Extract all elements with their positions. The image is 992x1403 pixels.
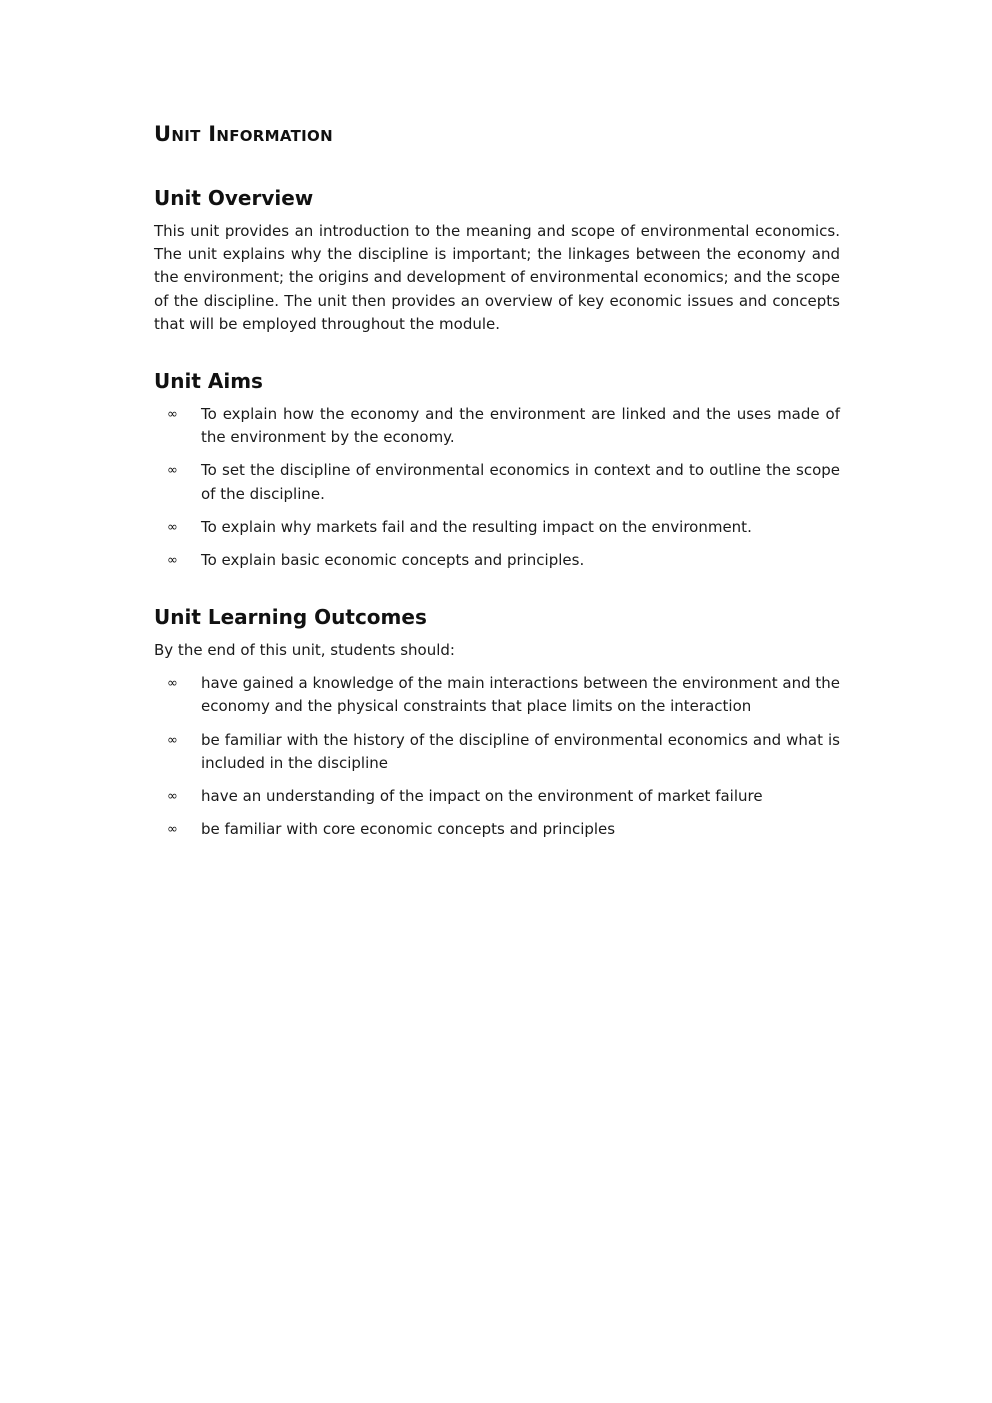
list-item-text: have an understanding of the impact on the environment of market failure: [201, 787, 763, 806]
list-item-text: To explain why markets fail and the resulting impact on the environment.: [201, 517, 752, 536]
aims-list: [154, 403, 840, 572]
overview-paragraph: This unit provides an introduction to the meaning and scope of environmental economics. The unit explains why the discipline is important; the linkages between the economy and the environment; the origins and development of environmental economics; and the scope of the discipline. The unit then provides an overview of key economic issues and concepts that will be employed throughout the module.: [154, 222, 840, 333]
infinity-icon: ∞: [167, 732, 178, 748]
outcomes-intro: By the end of this unit, students should:: [154, 641, 455, 659]
list-item-text: have gained a knowledge of the main interactions between the environment and the economy and the physical constraints that place limits on the interaction: [201, 674, 840, 716]
infinity-icon: ∞: [167, 463, 178, 479]
infinity-icon: ∞: [167, 407, 178, 422]
list-item: [154, 818, 840, 841]
infinity-icon: ∞: [167, 553, 178, 569]
list-item: [154, 516, 840, 539]
list-item: [154, 785, 840, 808]
page-title: Unit Information: [154, 122, 333, 146]
infinity-icon: ∞: [167, 519, 178, 535]
outcomes-heading: Unit Learning Outcomes: [154, 605, 427, 629]
list-item: [154, 549, 840, 572]
outcomes-section: [154, 605, 840, 851]
overview-heading: Unit Overview: [154, 186, 314, 210]
infinity-icon: ∞: [167, 676, 178, 692]
list-item-text: To explain how the economy and the environment are linked and the uses made of the environment by the economy.: [201, 405, 840, 447]
list-item-text: To set the discipline of environmental economics in context and to outline the scope of the discipline.: [201, 461, 840, 503]
list-item: [154, 729, 840, 775]
infinity-icon: ∞: [167, 822, 178, 838]
list-item: [154, 403, 840, 449]
infinity-icon: ∞: [167, 789, 178, 805]
aims-section: [154, 369, 840, 582]
list-item-text: be familiar with the history of the discipline of environmental economics and what is included in the discipline: [201, 730, 840, 772]
list-item: [154, 672, 840, 718]
list-item: [154, 459, 840, 505]
aims-heading: Unit Aims: [154, 369, 263, 393]
overview-section: [154, 186, 840, 336]
list-item-text: To explain basic economic concepts and principles.: [201, 551, 585, 570]
list-item-text: be familiar with core economic concepts and principles: [201, 820, 616, 839]
outcomes-list: [154, 672, 840, 841]
